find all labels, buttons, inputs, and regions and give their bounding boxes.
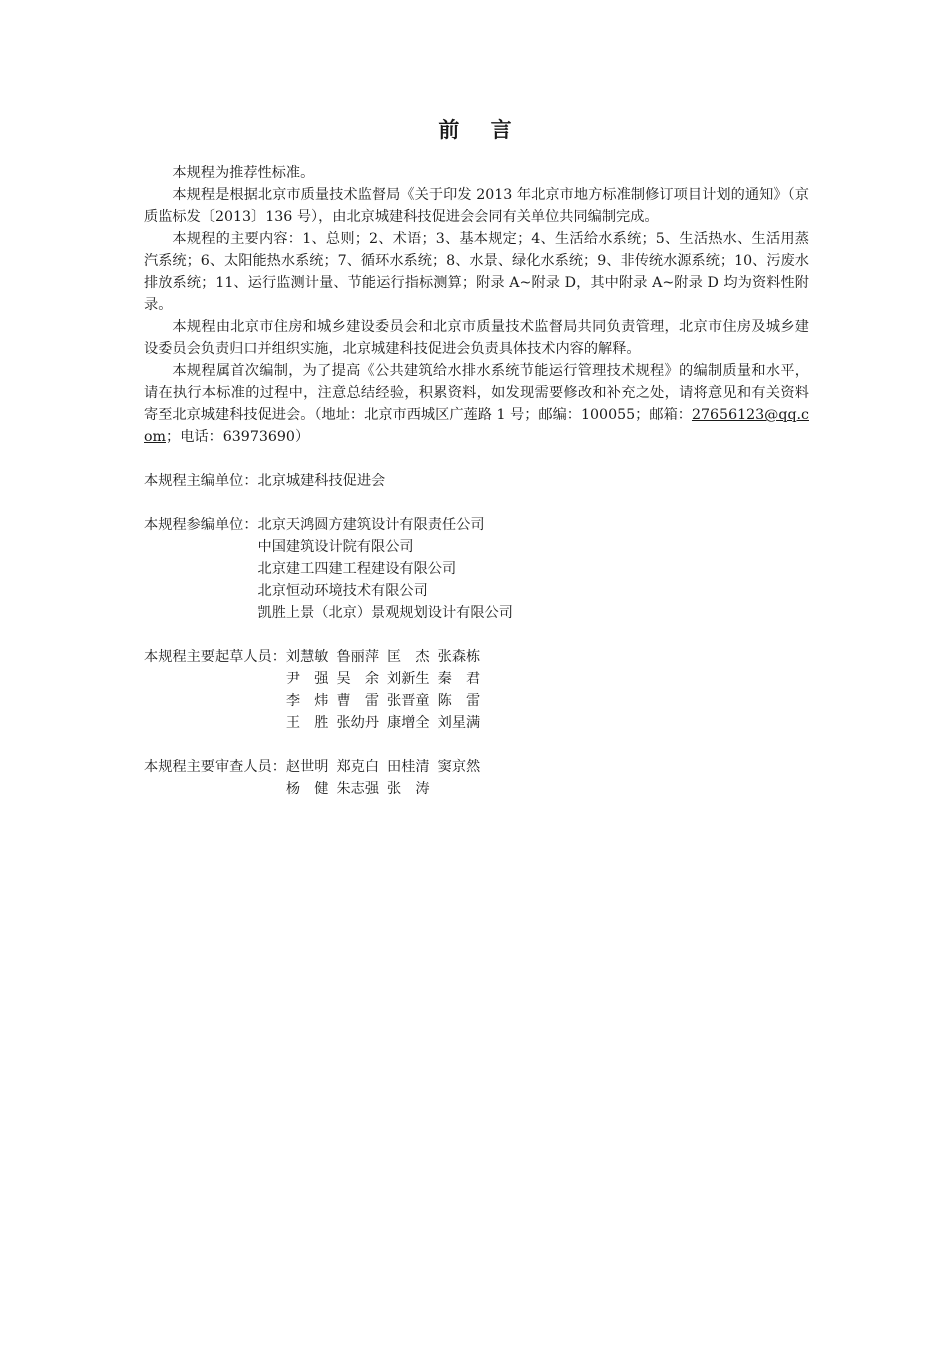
drafter-name: 张幼丹 <box>336 715 380 731</box>
drafter-name: 匡 杰 <box>387 649 430 665</box>
reviewers-block <box>144 756 809 800</box>
drafter-name: 鲁丽萍 <box>336 649 380 665</box>
drafters-row <box>286 668 480 690</box>
chief-unit-block <box>144 470 809 492</box>
participating-units-list <box>258 514 513 624</box>
drafter-name: 李 炜 <box>285 693 329 709</box>
paragraph-2: 本规程是根据北京市质量技术监督局《关于印发 2013 年北京市地方标准制修订项目计划的通知》（京质监标发〔2013〕136 号），由北京城建科技促进会会同有关单位共同编制完成。 <box>144 187 809 225</box>
participating-units-label: 本规程参编单位： <box>144 517 258 533</box>
participating-unit: 中国建筑设计院有限公司 <box>257 539 414 555</box>
participating-units-block <box>144 514 809 624</box>
paragraph-5-tail: ；电话：63973690） <box>166 429 310 445</box>
reviewers-table <box>286 756 480 800</box>
reviewer-name: 张 涛 <box>387 781 430 797</box>
drafters-block <box>144 646 809 734</box>
page-title: 前 言 <box>438 117 524 142</box>
drafters-row <box>286 690 480 712</box>
drafter-name: 秦 君 <box>437 671 481 687</box>
paragraph-4: 本规程由北京市住房和城乡建设委员会和北京市质量技术监督局共同负责管理，北京市住房及城乡建设委员会负责归口并组织实施，北京城建科技促进会负责具体技术内容的解释。 <box>144 319 809 357</box>
reviewer-name: 杨 健 <box>285 781 329 797</box>
drafters-label: 本规程主要起草人员： <box>144 649 286 665</box>
drafter-name: 刘慧敏 <box>285 649 329 665</box>
paragraph-3: 本规程的主要内容：1、总则；2、术语；3、基本规定；4、生活给水系统；5、生活热水、生活用蒸汽系统；6、太阳能热水系统；7、循环水系统；8、水景、绿化水系统；9、非传统水源系统；10、污废水排放系统；11、运行监测计量、节能运行指标测算；附录 A~附录 D，其中附录 A~附录 D 均为资料性附录。 <box>144 231 809 313</box>
drafter-name: 康增全 <box>387 715 430 731</box>
drafter-name: 张森栋 <box>437 649 481 665</box>
document-body <box>144 162 809 800</box>
drafter-name: 刘星满 <box>437 715 481 731</box>
reviewers-row <box>286 756 480 778</box>
drafter-name: 张晋童 <box>387 693 430 709</box>
participating-unit: 北京恒动环境技术有限公司 <box>257 583 428 599</box>
participating-unit: 北京建工四建工程建设有限公司 <box>257 561 457 577</box>
reviewer-name: 朱志强 <box>336 781 380 797</box>
drafter-name: 尹 强 <box>285 671 329 687</box>
reviewer-name: 郑克白 <box>336 759 380 775</box>
paragraph-1: 本规程为推荐性标准。 <box>172 165 315 181</box>
participating-unit: 北京天鸿圆方建筑设计有限责任公司 <box>257 517 485 533</box>
email-link[interactable]: 27656123@qq.com <box>144 407 809 445</box>
reviewer-name: 田桂清 <box>387 759 430 775</box>
drafters-row <box>286 646 480 668</box>
paragraph-5-text: 本规程属首次编制，为了提高《公共建筑给水排水系统节能运行管理技术规程》的编制质量和水平，请在执行本标准的过程中，注意总结经验，积累资料，如发现需要修改和补充之处，请将意见和有关资料寄至北京城建科技促进会。（地址：北京市西城区广莲路 1 号；邮编：100055；邮箱： <box>144 363 809 423</box>
chief-unit-value: 北京城建科技促进会 <box>257 473 386 489</box>
reviewer-name <box>438 778 481 800</box>
drafter-name: 刘新生 <box>387 671 430 687</box>
drafter-name: 吴 余 <box>336 671 380 687</box>
reviewer-name: 赵世明 <box>285 759 329 775</box>
paragraph-5 <box>144 360 809 448</box>
reviewers-label: 本规程主要审查人员： <box>144 759 286 775</box>
drafter-name: 陈 雷 <box>437 693 481 709</box>
reviewers-row <box>286 778 480 800</box>
drafters-row <box>286 712 480 734</box>
drafter-name: 王 胜 <box>285 715 329 731</box>
chief-unit-label: 本规程主编单位： <box>144 473 258 489</box>
participating-unit: 凯胜上景（北京）景观规划设计有限公司 <box>257 605 513 621</box>
drafters-table <box>286 646 480 734</box>
drafter-name: 曹 雷 <box>336 693 380 709</box>
reviewer-name: 窦京然 <box>437 759 481 775</box>
